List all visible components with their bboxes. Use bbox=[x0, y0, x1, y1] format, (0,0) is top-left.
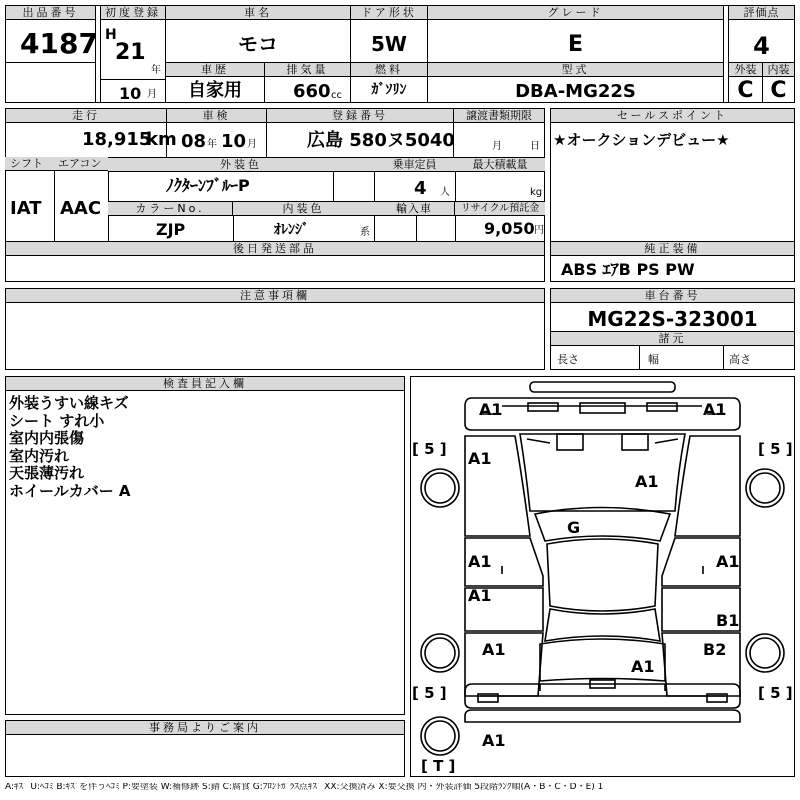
inspector-line: 天張薄汚れ bbox=[9, 464, 85, 482]
later-parts-cell bbox=[5, 241, 545, 282]
car-outline-diagram bbox=[410, 376, 795, 777]
exterior-grade: C bbox=[737, 78, 754, 103]
damage-mark: A1 bbox=[482, 731, 506, 750]
mileage-cell bbox=[5, 108, 177, 158]
transfer-month-unit: 月 bbox=[492, 141, 502, 152]
import-label: 輸入車 bbox=[374, 202, 455, 216]
name-label: 車名 bbox=[166, 6, 350, 20]
damage-mark: A1 bbox=[482, 640, 506, 659]
first-reg-year: 21 bbox=[115, 40, 146, 65]
inspection-cell bbox=[166, 108, 267, 158]
legend-text: A:ｷｽﾞ U:ﾍｺﾐ B:ｷｽﾞを伴うﾍｺﾐ P:要塗装 W:補修跡 S:錆 C:腐食 G:ﾌﾛﾝﾄｶﾞﾗｽ点ｷｽﾞ XX:交換済み X:要交換 内・外装評価 5段階ﾗﾝｸ順(A・B・C・D・E) 1 bbox=[5, 783, 604, 792]
office-cell bbox=[5, 720, 405, 777]
length-label: 長さ bbox=[557, 353, 579, 366]
recycle-label: リサイクル預託金 bbox=[455, 202, 545, 216]
inspection-year: 08 bbox=[181, 131, 207, 152]
interior-color-label: 内装色 bbox=[233, 202, 374, 216]
transfer-cell bbox=[453, 108, 545, 158]
inspector-label: 検査員記入欄 bbox=[6, 377, 404, 391]
model-cell bbox=[427, 62, 724, 103]
sales-point: ★オークションデビュー★ bbox=[553, 131, 730, 149]
exterior-label: 外装 bbox=[729, 63, 762, 77]
car-name: モコ bbox=[238, 32, 278, 56]
damage-mark: A1 bbox=[468, 449, 492, 468]
inspector-line: ホイールカバー A bbox=[9, 481, 131, 500]
inspector-line: 室内内張傷 bbox=[9, 429, 85, 447]
model-code: DBA-MG22S bbox=[515, 81, 636, 102]
inspector-notes bbox=[9, 395, 131, 500]
recycle-fee: 9,050 bbox=[484, 219, 535, 238]
chassis-label: 車台番号 bbox=[551, 289, 794, 303]
lot-cell bbox=[5, 5, 96, 103]
damage-mark: G bbox=[567, 518, 581, 537]
chassis-number: MG22S-323001 bbox=[587, 307, 758, 331]
fuel-label: 燃料 bbox=[351, 63, 427, 77]
damage-mark: A1 bbox=[468, 586, 492, 605]
grade-cell bbox=[427, 5, 724, 63]
height-label: 高さ bbox=[729, 353, 751, 366]
inspection-month-unit: 月 bbox=[247, 139, 257, 150]
score: 4 bbox=[753, 32, 770, 60]
inspector-line: 室内汚れ bbox=[9, 446, 70, 465]
tire-tread-rear-left: [ 5 ] bbox=[412, 684, 447, 702]
history: 自家用 bbox=[188, 80, 242, 101]
interior-color-unit: 系 bbox=[360, 227, 370, 238]
inspection-month: 10 bbox=[221, 131, 247, 152]
inspection-year-unit: 年 bbox=[207, 139, 217, 150]
interior-grade: C bbox=[770, 78, 787, 103]
fuel: ｶﾞｿﾘﾝ bbox=[371, 82, 407, 98]
recycle-unit: 円 bbox=[534, 225, 544, 236]
load-label: 最大積載量 bbox=[455, 158, 545, 172]
aircon: AAC bbox=[60, 198, 102, 219]
plate-cell bbox=[266, 108, 454, 158]
exterior-cell bbox=[728, 62, 763, 103]
grade: E bbox=[567, 32, 584, 57]
transfer-day-unit: 日 bbox=[530, 141, 540, 152]
plate-label: 登録番号 bbox=[267, 109, 453, 123]
grade-label: グレード bbox=[428, 6, 723, 20]
name-cell bbox=[165, 5, 351, 63]
first-reg-cell bbox=[100, 5, 166, 103]
transfer-label: 譲渡書類期限 bbox=[454, 109, 544, 123]
spec-block bbox=[5, 157, 545, 242]
mileage: 18,915 bbox=[82, 129, 152, 150]
exterior-color: ﾉｸﾀｰﾝﾌﾞﾙｰP bbox=[166, 176, 250, 195]
era: H bbox=[105, 27, 117, 43]
genuine-label: 純正装備 bbox=[551, 242, 794, 256]
history-cell bbox=[165, 62, 265, 103]
door-type: 5W bbox=[371, 32, 407, 56]
caution-cell bbox=[5, 288, 545, 370]
sales-cell bbox=[550, 108, 795, 242]
tire-tread-front-left: [ 5 ] bbox=[412, 440, 447, 458]
mileage-unit: km bbox=[146, 129, 177, 150]
ac-label: エアコン bbox=[54, 157, 108, 171]
month-unit: 月 bbox=[147, 89, 157, 100]
displacement: 660 bbox=[293, 81, 331, 102]
capacity-label: 乗車定員 bbox=[374, 158, 456, 172]
displacement-label: 排気量 bbox=[265, 63, 350, 77]
tire-tread-front-right: [ 5 ] bbox=[758, 440, 793, 458]
damage-mark: B1 bbox=[716, 611, 740, 630]
plate-number: 広島 580ヌ5040 bbox=[307, 130, 455, 151]
damage-mark: A1 bbox=[703, 400, 727, 419]
chassis-cell bbox=[550, 288, 795, 370]
damage-mark: A1 bbox=[635, 472, 659, 491]
displacement-unit: cc bbox=[331, 90, 342, 101]
score-cell bbox=[728, 5, 795, 63]
history-label: 車歴 bbox=[166, 63, 264, 77]
mileage-label: 走行 bbox=[6, 109, 166, 123]
door-label: ドア形状 bbox=[351, 6, 427, 20]
score-label: 評価点 bbox=[729, 6, 794, 20]
model-label: 型式 bbox=[428, 63, 723, 77]
interior-label: 内装 bbox=[763, 63, 794, 77]
displacement-cell bbox=[264, 62, 351, 103]
shift: IAT bbox=[10, 198, 42, 219]
damage-mark: B2 bbox=[703, 640, 727, 659]
capacity-unit: 人 bbox=[440, 187, 450, 198]
damage-mark: A1 bbox=[716, 552, 740, 571]
door-cell bbox=[350, 5, 428, 63]
ac-cell bbox=[54, 157, 109, 242]
interior-color: ｵﾚﾝｼﾞ bbox=[274, 222, 309, 238]
interior-cell bbox=[762, 62, 795, 103]
lot-label: 出品番号 bbox=[6, 6, 95, 20]
spec-label: 諸元 bbox=[551, 331, 794, 346]
genuine-cell bbox=[550, 241, 795, 282]
damage-mark: A1 bbox=[631, 657, 655, 676]
later-parts-label: 後日発送部品 bbox=[6, 242, 544, 256]
first-reg-month: 10 bbox=[119, 84, 142, 103]
fuel-cell bbox=[350, 62, 428, 103]
inspector-line: シート すれ小 bbox=[9, 411, 105, 430]
genuine-equipment: ABS ｴｱB PS PW bbox=[561, 260, 695, 279]
damage-mark: A1 bbox=[479, 400, 503, 419]
lot-number: 4187 bbox=[20, 27, 98, 60]
damage-mark: A1 bbox=[468, 552, 492, 571]
width-label: 幅 bbox=[648, 353, 659, 366]
color-number: ZJP bbox=[156, 220, 186, 239]
caution-label: 注意事項欄 bbox=[6, 289, 544, 303]
shift-label: シフト bbox=[5, 157, 54, 171]
inspector-line: 外装うすい線キズ bbox=[9, 394, 129, 412]
tire-tread-rear-right: [ 5 ] bbox=[758, 684, 793, 702]
year-unit: 年 bbox=[151, 65, 161, 76]
first-reg-label: 初度登録 bbox=[101, 6, 165, 20]
office-label: 事務局よりご案内 bbox=[6, 721, 404, 735]
sales-label: セールスポイント bbox=[551, 109, 794, 123]
load-unit: kg bbox=[530, 187, 543, 198]
color-no-label: カラーNo. bbox=[108, 202, 233, 216]
inspection-label: 車検 bbox=[167, 109, 266, 123]
inspector-cell bbox=[5, 376, 405, 715]
damage-diagram bbox=[410, 376, 795, 777]
shift-cell bbox=[5, 157, 55, 242]
color-label: 外装色 bbox=[108, 158, 375, 172]
tire-tread-spare: [ T ] bbox=[421, 757, 456, 775]
capacity: 4 bbox=[414, 178, 427, 199]
